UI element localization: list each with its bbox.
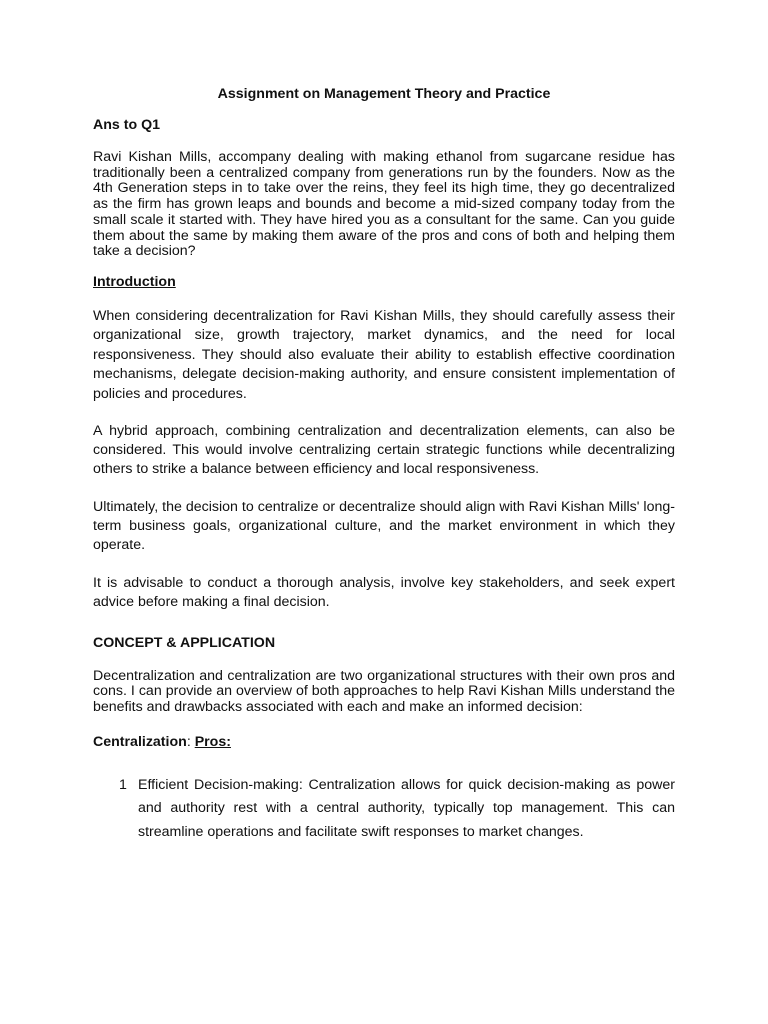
concept-heading: CONCEPT & APPLICATION [93, 634, 276, 651]
centralization-label: Centralization [93, 733, 187, 750]
list-item-number: 1 [119, 776, 127, 793]
pros-list [93, 774, 675, 845]
document-page [93, 86, 675, 844]
centralization-separator: : [186, 733, 195, 750]
intro-paragraph-2: A hybrid approach, combining centralization and decentralization elements, can also be considered. This would involve centralizing certain strategic functions while decentralizing others to strike a balance between efficiency and local responsiveness. [93, 422, 675, 478]
concept-paragraph: Decentralization and centralization are two organizational structures with their own pros and cons. I can provide an overview of both approaches to help Ravi Kishan Mills understand the benefits and drawbacks associated with each and make an informed decision: [93, 667, 675, 715]
question-paragraph: Ravi Kishan Mills, accompany dealing with making ethanol from sugarcane residue has traditionally been a centralized company from generations run by the founders. Now as the 4th Generation steps in to take over the reins, they feel its high time, they go decentralized as the firm has grown leaps and bounds and become a mid-sized company today from the small scale it started with. They have hired you as a consultant for the same. Can you guide them about the same by making them aware of the pros and cons of both and helping them take a decision? [93, 149, 675, 260]
intro-paragraph-3: Ultimately, the decision to centralize or decentralize should align with Ravi Kishan Mills' long-term business goals, organizational culture, and the market environment in which they operate. [93, 498, 675, 554]
list-item [93, 774, 675, 845]
intro-paragraph-1: When considering decentralization for Ravi Kishan Mills, they should carefully assess their organizational size, growth trajectory, market dynamics, and the need for local responsiveness. They should also evaluate their ability to establish effective coordination mechanisms, delegate decision-making authority, and ensure consistent implementation of policies and procedures. [93, 307, 675, 402]
document-title: Assignment on Management Theory and Practice [217, 86, 551, 102]
introduction-heading: Introduction [93, 273, 176, 290]
intro-paragraph-4: It is advisable to conduct a thorough analysis, involve key stakeholders, and seek expert advice before making a final decision. [93, 574, 675, 611]
answer-heading: Ans to Q1 [93, 117, 161, 133]
centralization-heading [93, 734, 675, 751]
list-item-text: Efficient Decision-making: Centralization allows for quick decision-making as power and authority rest with a central authority, typically top management. This can streamline operations and facilitate swift responses to market changes. [138, 776, 675, 840]
pros-label: Pros: [194, 733, 231, 750]
